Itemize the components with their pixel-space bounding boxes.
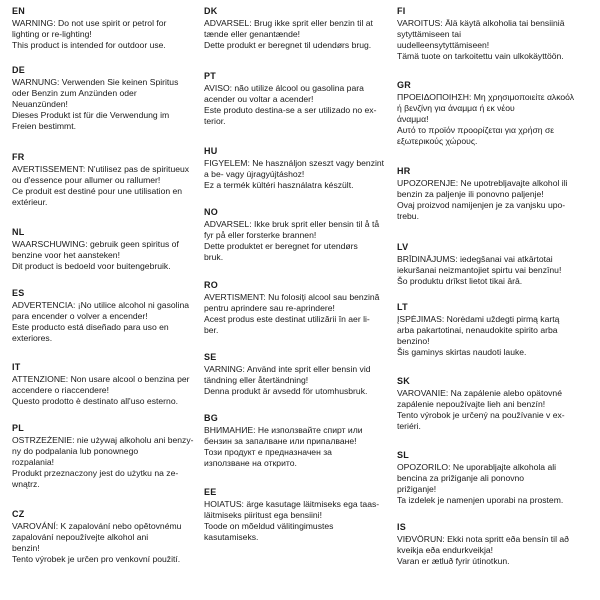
lang-block-lv — [397, 242, 589, 287]
text-line: Tento výrobok je určený na používanie v ex- — [397, 410, 565, 421]
warning-text — [397, 18, 589, 62]
lang-block-en — [12, 6, 198, 51]
language-code: IT — [12, 362, 21, 372]
lang-block-ee — [204, 487, 394, 543]
warning-text — [12, 18, 198, 51]
warning-text — [204, 292, 394, 336]
text-line: Ez a termék kültéri használatra készült. — [204, 180, 354, 191]
text-line: Dette produkt er beregnet til udendørs brug. — [204, 40, 372, 51]
text-line: zapálenie nepoužívajte lieh ani benzín! — [397, 399, 546, 410]
text-line: Този продукт е предназначен за — [204, 447, 332, 458]
warning-text — [397, 462, 589, 506]
warning-text — [204, 83, 394, 127]
text-line: fyr på eller forsterke brannen! — [204, 230, 317, 241]
language-code: ES — [12, 288, 25, 298]
text-line: Tämä tuote on tarkoitettu vain ulkokäyttöön. — [397, 51, 564, 62]
text-line: benzine voor het aansteken! — [12, 250, 120, 261]
text-line: oder Benzin zum Anzünden oder — [12, 88, 137, 99]
text-line: Dette produktet er beregnet for utendørs — [204, 241, 358, 252]
text-line: VAROVANIE: Na zapálenie alebo opätovné — [397, 388, 562, 398]
language-code: FI — [397, 6, 406, 16]
text-line: Ovaj proizvod namijenjen je za vanjsku upo- — [397, 200, 566, 211]
lang-block-hu — [204, 146, 394, 191]
text-line: kasutamiseks. — [204, 532, 259, 543]
text-line: para encender o volver a encender! — [12, 311, 148, 322]
text-line: WAARSCHUWING: gebruik geen spiritus of — [12, 239, 179, 249]
lang-block-se — [204, 352, 394, 397]
text-line: ADVARSEL: Brug ikke sprit eller benzin til at — [204, 18, 373, 28]
warning-text — [204, 499, 394, 543]
text-line: WARNUNG: Verwenden Sie keinen Spiritus — [12, 77, 179, 87]
language-code: LV — [397, 242, 409, 252]
lang-block-ro — [204, 280, 394, 336]
lang-block-pl — [12, 423, 198, 490]
lang-block-de — [12, 65, 198, 132]
text-line: Denna produkt är avsedd för utomhusbruk. — [204, 386, 368, 397]
lang-block-nl — [12, 227, 198, 272]
text-line: Varan er ætluð fyrir útinotkun. — [397, 556, 510, 567]
lang-block-dk — [204, 6, 394, 51]
language-code: EN — [12, 6, 26, 16]
text-line: бензин за запалване или припалване! — [204, 436, 357, 447]
language-code: DK — [204, 6, 218, 16]
text-line: AVERTISMENT: Nu folosiți alcool sau benzină — [204, 292, 380, 302]
text-line: VAROVÁNÍ: K zapalování nebo opětovnému — [12, 521, 182, 531]
warning-text — [204, 425, 394, 469]
text-line: Šis gaminys skirtas naudoti lauke. — [397, 347, 527, 358]
lang-block-is — [397, 522, 589, 567]
text-line: ВНИМАНИЕ: Не използвайте спирт или — [204, 425, 363, 435]
language-code: SL — [397, 450, 410, 460]
text-line: ΠΡΟΕΙΔΟΠΟΙΗΣΗ: Μη χρησιμοποιείτε αλκοόλ — [397, 92, 575, 102]
text-line: Neuanzünden! — [12, 99, 68, 110]
text-line: benzin! — [12, 543, 40, 554]
language-code: CZ — [12, 509, 25, 519]
language-code: SE — [204, 352, 217, 362]
text-line: OPOZORILO: Ne uporabljajte alkohola ali — [397, 462, 557, 472]
text-line: Ce produit est destiné pour une utilisation en — [12, 186, 183, 197]
language-code: PT — [204, 71, 217, 81]
text-line: UPOZORENJE: Ne upotrebljavajte alkohol ili — [397, 178, 568, 188]
warning-text — [397, 314, 589, 358]
text-line: FIGYELEM: Ne használjon szeszt vagy benzint — [204, 158, 385, 168]
warning-text — [12, 164, 198, 208]
text-line: AVERTISSEMENT: N'utilisez pas de spiritueux — [12, 164, 190, 174]
text-line: pentru aprindere sau re-aprindere! — [204, 303, 335, 314]
text-line: ADVARSEL: Ikke bruk sprit eller bensin til å tå — [204, 219, 380, 229]
lang-block-gr — [397, 80, 589, 147]
text-line: ny do podpalania lub ponownego — [12, 446, 139, 457]
text-line: VARNING: Använd inte sprit eller bensin vid — [204, 364, 371, 374]
lang-block-fr — [12, 152, 198, 208]
lang-block-sl — [397, 450, 589, 506]
text-line: lighting or re-lighting! — [12, 29, 92, 40]
warning-text — [204, 18, 394, 51]
warning-text — [204, 219, 394, 263]
text-line: AVISO: não utilize álcool ou gasolina para — [204, 83, 364, 93]
text-line: άναμμα! — [397, 114, 429, 125]
text-line: ATTENZIONE: Non usare alcool o benzina per — [12, 374, 190, 384]
text-line: benzin za paljenje ili ponovno paljenje! — [397, 189, 544, 200]
text-line: prižiganje! — [397, 484, 437, 495]
text-line: Freien bestimmt. — [12, 121, 76, 132]
language-code: GR — [397, 80, 412, 90]
language-code: FR — [12, 152, 25, 162]
warning-text — [12, 239, 198, 272]
text-line: wnątrz. — [12, 479, 40, 490]
lang-block-cz — [12, 509, 198, 565]
warning-text — [204, 364, 394, 397]
text-line: bruk. — [204, 252, 224, 263]
text-line: extérieur. — [12, 197, 48, 208]
warning-text — [397, 178, 589, 222]
language-code: HU — [204, 146, 218, 156]
lang-block-hr — [397, 166, 589, 222]
warning-text — [12, 435, 198, 490]
language-code: HR — [397, 166, 411, 176]
text-line: benzino! — [397, 336, 430, 347]
language-code: SK — [397, 376, 411, 386]
lang-block-fi — [397, 6, 589, 62]
text-line: Questo prodotto è destinato all'uso esterno. — [12, 396, 178, 407]
text-line: ĮSPĖJIMAS: Norėdami uždegti pirmą kartą — [397, 314, 560, 324]
text-line: tändning eller återtändning! — [204, 375, 309, 386]
language-code: DE — [12, 65, 26, 75]
text-line: εξωτερικούς χώρους. — [397, 136, 478, 147]
lang-block-no — [204, 207, 394, 263]
text-line: ή βενζίνη για άναμμα ή εκ νέου — [397, 103, 515, 114]
text-line: VIÐVÖRUN: Ekki nota spritt eða bensín til að — [397, 534, 569, 544]
language-code: RO — [204, 280, 219, 290]
text-line: Αυτό το προϊόν προορίζεται για χρήση σε — [397, 125, 555, 136]
text-line: kveikja eða endurkveikja! — [397, 545, 494, 556]
language-code: BG — [204, 413, 219, 423]
text-line: zapalování nepoužívejte alkohol ani — [12, 532, 149, 543]
text-line: ber. — [204, 325, 219, 336]
warning-text — [12, 521, 198, 565]
text-line: läitmiseks piiritust ega bensiini! — [204, 510, 322, 521]
text-line: This product is intended for outdoor use. — [12, 40, 166, 51]
text-line: Toode on mõeldud välitingimustes — [204, 521, 334, 532]
lang-block-pt — [204, 71, 394, 127]
text-line: arba pakartotinai, nenaudokite spirito arba — [397, 325, 558, 336]
text-line: Ta izdelek je namenjen uporabi na prostem. — [397, 495, 564, 506]
language-code: LT — [397, 302, 408, 312]
text-line: Dieses Produkt ist für die Verwendung im — [12, 110, 170, 121]
text-line: Este produto destina-se a ser utilizado no ex- — [204, 105, 377, 116]
lang-block-bg — [204, 413, 394, 469]
text-line: Este producto está diseñado para uso en — [12, 322, 169, 333]
warning-text — [12, 300, 198, 344]
text-line: Dit product is bedoeld voor buitengebruik. — [12, 261, 171, 272]
text-line: Acest produs este destinat utilizării în aer li- — [204, 314, 370, 325]
lang-block-es — [12, 288, 198, 344]
lang-block-it — [12, 362, 198, 407]
text-line: използване на открито. — [204, 458, 297, 469]
language-code: NO — [204, 207, 219, 217]
text-line: teriéri. — [397, 421, 421, 432]
text-line: BRĪDINĀJUMS: iedegšanai vai atkārtotai — [397, 254, 553, 264]
lang-block-sk — [397, 376, 589, 432]
warning-text — [12, 77, 198, 132]
warning-text — [397, 254, 589, 287]
text-line: OSTRZEŻENIE: nie używaj alkoholu ani benzy- — [12, 435, 194, 445]
text-line: Tento výrobek je určen pro venkovní použití. — [12, 554, 181, 565]
text-line: HOIATUS: ärge kasutage läitmiseks ega taas- — [204, 499, 380, 509]
language-code: IS — [397, 522, 407, 532]
text-line: rozpalania! — [12, 457, 55, 468]
warning-text — [397, 534, 589, 567]
text-line: VAROITUS: Älä käytä alkoholia tai bensiiniä — [397, 18, 565, 28]
text-line: exteriores. — [12, 333, 53, 344]
text-line: iekuršanai neizmantojiet spirtu vai benzīnu! — [397, 265, 562, 276]
text-line: accendere o riaccendere! — [12, 385, 109, 396]
text-line: sytyttämiseen tai — [397, 29, 461, 40]
text-line: trebu. — [397, 211, 419, 222]
text-line: Produkt przeznaczony jest do użytku na ze- — [12, 468, 179, 479]
warning-text — [397, 388, 589, 432]
text-line: uudelleensytyttämiseen! — [397, 40, 490, 51]
text-line: a be- vagy újragyújtáshoz! — [204, 169, 305, 180]
warning-text — [12, 374, 198, 407]
text-line: ADVERTENCIA: ¡No utilice alcohol ni gasolina — [12, 300, 190, 310]
language-code: EE — [204, 487, 217, 497]
warning-text — [397, 92, 589, 147]
text-line: WARNING: Do not use spirit or petrol for — [12, 18, 167, 28]
warning-text — [204, 158, 394, 191]
language-code: NL — [12, 227, 25, 237]
text-line: bencina za prižiganje ali ponovno — [397, 473, 525, 484]
text-line: Šo produktu drīkst lietot tikai ārā. — [397, 276, 523, 287]
text-line: tænde eller genantænde! — [204, 29, 301, 40]
text-line: ou d'essence pour allumer ou rallumer! — [12, 175, 161, 186]
text-line: terior. — [204, 116, 226, 127]
text-line: acender ou voltar a acender! — [204, 94, 314, 105]
lang-block-lt — [397, 302, 589, 358]
language-code: PL — [12, 423, 25, 433]
